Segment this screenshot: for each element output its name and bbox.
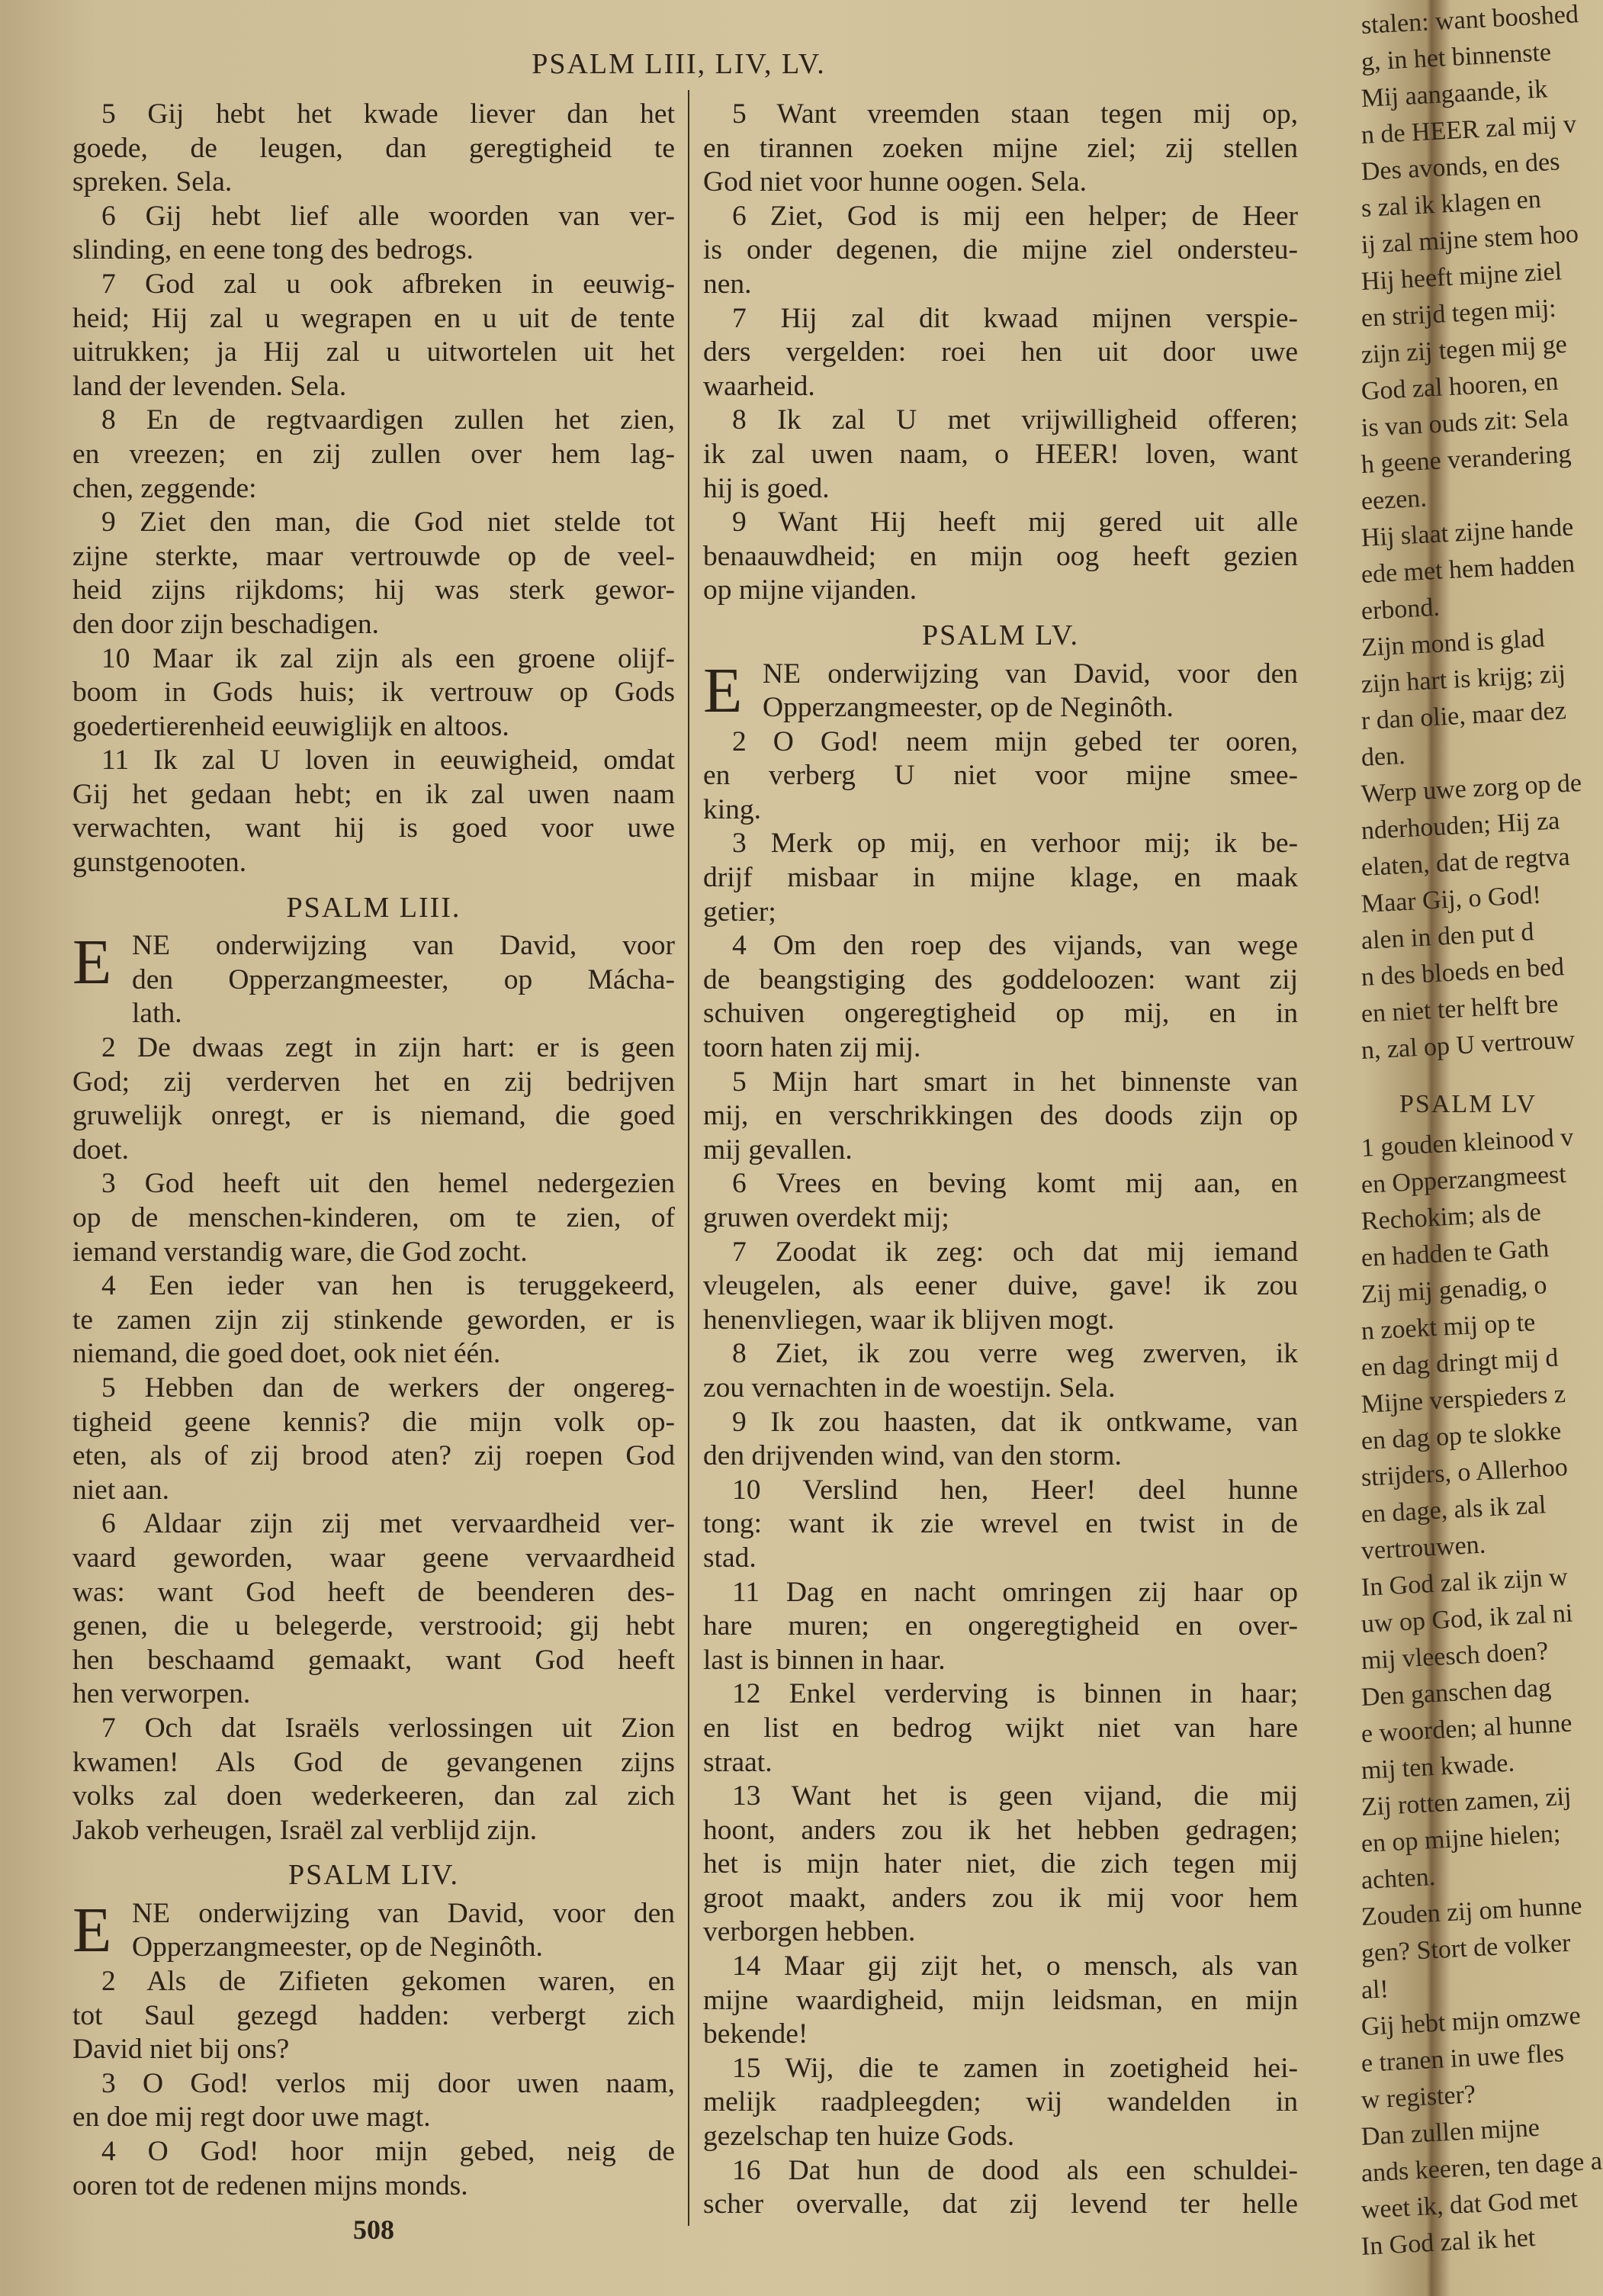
text-line: benaauwdheid; en mijn oog heeft gezien [703,540,1298,572]
text-line: scher overvalle, dat zij levend ter helle [703,2188,1298,2220]
verse [72,200,675,268]
text-line: den Opperzangmeester, op Mácha- [132,963,675,995]
text-line: zou vernachten in de woestijn. Sela. [703,1371,1116,1404]
verse [703,302,1298,404]
text-line: 12 Enkel verderving is binnen in haar; [732,1678,1298,1710]
running-header: PSALM LIII, LIV, LV. [532,48,826,80]
facing-page-line: stalen: want booshed [1360,0,1579,40]
text-line: ders vergelden: roei hen uit door uwe [703,336,1298,368]
facing-page-line: s zal ik klagen en [1360,185,1542,223]
text-line: land der levenden. Sela. [72,370,347,402]
psalm-heading: PSALM LIV. [288,1859,460,1892]
verse [72,1031,675,1167]
verse [703,2052,1298,2154]
text-line: niet aan. [72,1474,170,1506]
text-line: getier; [703,896,776,928]
verse [72,506,675,642]
text-line: volks zal doen wederkeeren, dan zal zich [72,1780,675,1812]
verse [72,744,675,879]
text-line: 8 Ziet, ik zou verre weg zwerven, ik [732,1338,1298,1370]
text-line: 2 O God! neem mijn gebed ter ooren, [732,725,1298,757]
text-line: mij gevallen. [703,1134,853,1166]
text-line: 7 Hij zal dit kwaad mijnen verspie- [732,302,1298,334]
text-line: hen verworpen. [72,1678,251,1710]
facing-page-line: Zij rotten zamen, zij [1360,1782,1572,1822]
page-number: 508 [353,2214,394,2245]
text-line: verwachten, want hij is goed voor uwe [72,812,675,844]
text-line: God niet voor hunne oogen. Sela. [703,166,1087,198]
facing-page-line: Des avonds, en des [1360,147,1561,186]
text-line: chen, zeggende: [72,472,257,504]
facing-page-heading: PSALM LV [1399,1090,1537,1118]
facing-page-line: zijn hart is krijg; zij [1360,659,1566,699]
verse [72,1507,675,1712]
facing-page-line: en dag op te slokke [1360,1417,1563,1455]
text-line: vleugelen, als eener duive, gave! ik zou [703,1270,1298,1302]
facing-page-line: n de HEER zal mij v [1360,110,1577,150]
text-line: 2 De dwaas zegt in zijn hart: er is geen [101,1032,675,1064]
drop-cap-initial: E [72,927,112,998]
verse [72,2067,675,2135]
text-line: groot maakt, anders zou ik mij voor hem [703,1882,1298,1914]
text-line: last is binnen in haar. [703,1644,946,1676]
text-line: 10 Verslind hen, Heer! deel hunne [732,1474,1298,1506]
verse [703,725,1298,828]
text-line: stad. [703,1542,757,1574]
text-line: verborgen hebben. [703,1916,916,1948]
verse [703,1950,1298,2052]
text-line: Gij het gedaan hebt; en ik zal uwen naam [72,778,675,810]
facing-page-line: Gij hebt mijn omzwe [1360,2001,1582,2041]
verse [703,1167,1298,1235]
text-line: 3 God heeft uit den hemel nedergezien [101,1168,675,1200]
facing-page-line: Hij heeft mijne ziel [1360,257,1563,296]
facing-page-line: is van ouds zit: Sela [1360,403,1569,442]
text-line: op de menschen-kinderen, om te zien, of [72,1202,675,1233]
verse [703,98,1298,200]
text-line: 5 Mijn hart smart in het binnenste van [732,1066,1298,1098]
facing-page-line: In God zal ik zijn w [1360,1562,1569,1602]
text-line: king. [703,793,762,825]
text-line: 7 Och dat Israëls verlossingen uit Zion [101,1712,675,1744]
facing-page-line: en dag dringt mij d [1360,1343,1560,1382]
text-line: was: want God heeft de beenderen des- [72,1576,675,1608]
facing-page-line: Zij mij genadig, o [1360,1271,1548,1309]
facing-page-line: mij vleesch doen? [1360,1637,1550,1675]
text-line: 4 Om den roep des vijands, van wege [732,930,1298,962]
text-line: 3 O God! verlos mij door uwen naam, [101,2067,675,2099]
text-line: God; zij verderven het en zij bedrijven [72,1066,675,1098]
verse [72,404,675,506]
text-line: 8 Ik zal U met vrijwilligheid offeren; [732,404,1298,436]
text-line: hen beschaamd gemaakt, want God heeft [72,1644,675,1676]
text-line: Jakob verheugen, Israël zal verblijd zijn. [72,1814,538,1846]
text-line: 7 Zoodat ik zeg: och dat mij iemand [732,1236,1298,1268]
text-line: genen, die u belegerde, verstrooid; gij hebt [72,1610,675,1642]
column-divider [688,90,689,2226]
text-line: 11 Dag en nacht omringen zij haar op [732,1576,1298,1608]
drop-cap-initial: E [72,1894,112,1966]
text-line: waarheid. [703,370,815,402]
facing-page-line: vertrouwen. [1360,1530,1487,1565]
facing-page-line: Rechokim; als de [1360,1198,1542,1236]
text-line: bekende! [703,2018,808,2050]
text-line: 9 Want Hij heeft mij gered uit alle [732,506,1298,539]
text-line: 5 Hebben dan de werkers der ongereg- [101,1371,675,1404]
verse [72,1167,675,1269]
facing-page-line: elaten, dat de regtva [1360,842,1571,882]
facing-page-line: ij zal mijne stem hoo [1360,220,1579,259]
verse [72,268,675,404]
verse [703,1576,1298,1678]
text-line: 9 Ziet den man, die God niet stelde tot [101,506,675,539]
text-line: te zamen zijn zij stinkende geworden, er is [72,1304,675,1336]
verse [72,1371,675,1507]
left-column [72,98,675,2203]
text-line: toorn haten zij mij. [703,1032,921,1064]
text-line: Opperzangmeester, op de Neginôth. [763,692,1174,724]
text-line: 8 En de regtvaardigen zullen het zien, [101,404,675,436]
text-line: het is mijn hater niet, die zich tegen mij [703,1848,1298,1880]
text-line: en tirannen zoeken mijne ziel; zij stellen [703,132,1298,164]
text-line: straat. [703,1746,773,1778]
facing-page-line: mij ten kwade. [1360,1748,1515,1785]
text-line: melijk raadpleegden; wij wandelden in [703,2086,1298,2118]
text-line: 4 Een ieder van hen is teruggekeerd, [101,1270,675,1302]
text-line: gruwen overdekt mij; [703,1202,949,1233]
verse [703,827,1298,929]
text-line: en doe mij regt door uwe magt. [72,2101,431,2134]
text-line: doet. [72,1134,129,1166]
text-line: 4 O God! hoor mijn gebed, neig de [101,2136,675,2168]
facing-page-line: erbond. [1360,593,1441,625]
facing-page-line: weet ik, dat God met [1360,2185,1579,2224]
psalm-heading: PSALM LIII. [286,891,461,924]
text-line: NE onderwijzing van David, voor den [132,1897,675,1929]
facing-page-line: Mijne verspieders z [1360,1379,1566,1419]
text-line: 7 God zal u ook afbreken in eeuwig- [101,268,675,300]
facing-page-line: en Opperzangmeest [1360,1159,1567,1199]
text-line: NE onderwijzing van David, voor [132,930,675,962]
verse [703,200,1298,302]
superscription [72,929,675,1031]
text-line: tong: want ik zie wrevel en twist in de [703,1508,1298,1540]
verse [72,2135,675,2203]
facing-page-line: Mij aangaande, ik [1360,75,1549,113]
text-line: kwamen! Als God de gevangenen zijns [72,1746,675,1778]
facing-page-line: en strijd tegen mij: [1360,294,1557,333]
facing-page-line: ands keeren, ten dage a [1360,2146,1603,2188]
facing-page-line: gen? Stort de volker [1360,1928,1572,1968]
verse [72,1712,675,1847]
verse [703,929,1298,1065]
facing-page-line: Zijn mond is glad [1360,624,1546,662]
facing-page-line: alen in den put d [1360,918,1535,955]
text-line: 13 Want het is geen vijand, die mij [732,1780,1298,1812]
text-line: 6 Vrees en beving komt mij aan, en [732,1168,1298,1200]
facing-page-line: den. [1360,741,1406,772]
facing-page-line: r dan olie, maar dez [1360,696,1567,735]
text-line: gunstgenooten. [72,847,247,879]
facing-page-line: Maar Gij, o God! [1360,880,1542,918]
text-line: heid; Hij zal u wegrapen en u uit de tente [72,302,675,334]
verse [703,1780,1298,1950]
text-line: 3 Merk op mij, en verhoor mij; ik be- [732,828,1298,860]
verse [703,1337,1298,1405]
facing-page-line: en op mijne hielen; [1360,1819,1562,1858]
facing-page-line: In God zal ik het [1360,2224,1537,2261]
facing-page-line: Zouden zij om hunne [1360,1891,1583,1931]
text-line: drijf misbaar in mijne klage, en maak [703,862,1298,894]
text-line: en list en bedrog wijkt niet van hare [703,1712,1298,1744]
facing-page-line: al! [1360,1975,1389,2005]
right-column [703,98,1298,2222]
facing-page-line: g, in het binnenste [1360,37,1552,76]
text-line: 6 Aldaar zijn zij met vervaardheid ver- [101,1508,675,1540]
facing-page-line: en dage, als ik zal [1360,1490,1547,1529]
text-line: 16 Dat hun de dood als een schuldei- [732,2154,1298,2186]
text-line: en verberg U niet voor mijne smee- [703,760,1298,792]
text-line: mij, en verschrikkingen des doods zijn op [703,1100,1298,1132]
facing-page-line: Hij slaat zijne hande [1360,513,1575,552]
verse [703,404,1298,506]
facing-page-line: en hadden te Gath [1360,1234,1550,1272]
facing-page-line: Werp uwe zorg op de [1360,768,1582,809]
superscription [703,654,1298,726]
text-line: ooren tot de redenen mijns monds. [72,2169,468,2201]
text-line: 11 Ik zal U loven in eeuwigheid, omdat [101,744,675,777]
text-line: iemand verstandig ware, die God zocht. [72,1236,528,1268]
verse [703,2154,1298,2222]
text-line: zijne sterkte, maar vertrouwde op de veel- [72,540,675,572]
verse [72,98,675,200]
text-line: NE onderwijzing van David, voor den [763,658,1298,690]
psalm-heading: PSALM LV. [922,619,1079,651]
text-line: den door zijn beschadigen. [72,608,379,640]
text-line: boom in Gods huis; ik vertrouw op Gods [72,677,675,709]
text-line: en vreezen; en zij zullen over hem lag- [72,438,675,470]
text-line: mijne waardigheid, mijn leidsman, en mijn [703,1984,1298,2016]
facing-page-line: h geene verandering [1360,439,1572,479]
facing-page-line: Den ganschen dag [1360,1673,1552,1712]
text-line: hare muren; en ongeregtigheid en over- [703,1610,1298,1642]
facing-page-line: ede met hem hadden [1360,549,1576,589]
facing-page-line: Dan zullen mijne [1360,2113,1540,2151]
facing-page-line: n zoekt mij op te [1360,1308,1537,1346]
text-line: goede, de leugen, dan geregtigheid te [72,132,675,164]
text-line: David niet bij ons? [72,2034,290,2066]
text-line: lath. [132,998,182,1030]
facing-page-line: w register? [1360,2080,1476,2114]
facing-page-line: achten. [1360,1862,1437,1895]
verse [703,506,1298,608]
text-line: schuiven ongeregtigheid op mij, en in [703,998,1298,1030]
verse [703,1236,1298,1338]
text-line: is onder degenen, die mijne ziel ondersteu- [703,234,1298,266]
facing-page-line: n des bloeds en bed [1360,953,1565,992]
text-line: den drijvenden wind, van den storm. [703,1440,1122,1472]
text-line: 5 Want vreemden staan tegen mij op, [732,98,1298,130]
text-line: 5 Gij hebt het kwade liever dan het [101,98,675,130]
text-line: heid zijns rijkdoms; hij was sterk gewor- [72,574,675,606]
text-line: ik zal uwen naam, o HEER! loven, want [703,438,1298,470]
text-line: 14 Maar gij zijt het, o mensch, als van [732,1950,1298,1982]
verse [72,1965,675,2067]
superscription [72,1894,675,1966]
text-line: hoont, anders zou ik het hebben gedragen; [703,1814,1298,1846]
text-line: goedertierenheid eeuwiglijk en altoos. [72,710,509,742]
verse [703,1066,1298,1168]
facing-page-line: zijn zij tegen mij ge [1360,330,1568,369]
text-line: 10 Maar ik zal zijn als een groene olijf- [101,642,675,674]
drop-cap-initial: E [703,654,743,726]
verse [72,1269,675,1371]
verse [703,1406,1298,1474]
text-line: 2 Als de Zifieten gekomen waren, en [101,1966,675,1998]
text-line: tigheid geene kennis? die mijn volk op- [72,1406,675,1438]
text-line: 9 Ik zou haasten, dat ik ontkwame, van [732,1406,1298,1438]
facing-page-line: strijders, o Allerhoo [1360,1452,1569,1492]
text-line: henenvliegen, waar ik blijven mogt. [703,1304,1115,1336]
text-line: 15 Wij, die te zamen in zoetigheid hei- [732,2052,1298,2084]
text-line: de beangstiging des goddeloozen: want zij [703,963,1298,995]
facing-page-line: eezen. [1360,484,1428,516]
facing-page-line: God zal hooren, en [1360,367,1560,406]
text-line: 6 Ziet, God is mij een helper; de Heer [732,200,1298,232]
text-line: slinding, en eene tong des bedrogs. [72,234,474,266]
text-line: vaard geworden, waar geene vervaardheid [72,1542,675,1574]
text-line: tot Saul gezegd hadden: verbergt zich [72,1999,675,2031]
facing-page-line: e tranen in uwe fles [1360,2039,1565,2078]
text-line: niemand, die goed doet, ook niet één. [72,1338,501,1370]
text-line: uitrukken; ja Hij zal u uitwortelen uit het [72,336,675,368]
facing-page-line: n, zal op U vertrouw [1360,1025,1576,1065]
text-line: eten, als of zij brood aten? zij roepen God [72,1440,675,1472]
verse [703,1474,1298,1576]
verse [703,1677,1298,1780]
facing-page-line: 1 gouden kleinood v [1360,1123,1575,1162]
facing-page-line: nderhouden; Hij za [1360,806,1561,845]
text-line: Opperzangmeester, op de Neginôth. [132,1931,543,1963]
text-line: op mijne vijanden. [703,574,917,606]
facing-page-line: uw op God, ik zal ni [1360,1599,1574,1638]
text-line: gezelschap ten huize Gods. [703,2121,1015,2153]
facing-page-line: en niet ter helft bre [1360,989,1560,1028]
verse [72,642,675,744]
text-line: gruwelijk onregt, er is niemand, die goed [72,1100,675,1132]
text-line: 6 Gij hebt lief alle woorden van ver- [101,200,675,232]
text-line: nen. [703,268,752,300]
text-line: hij is goed. [703,472,830,504]
facing-page-edge [1360,0,1603,2296]
text-line: spreken. Sela. [72,166,233,198]
facing-page-line: e woorden; al hunne [1360,1709,1573,1748]
